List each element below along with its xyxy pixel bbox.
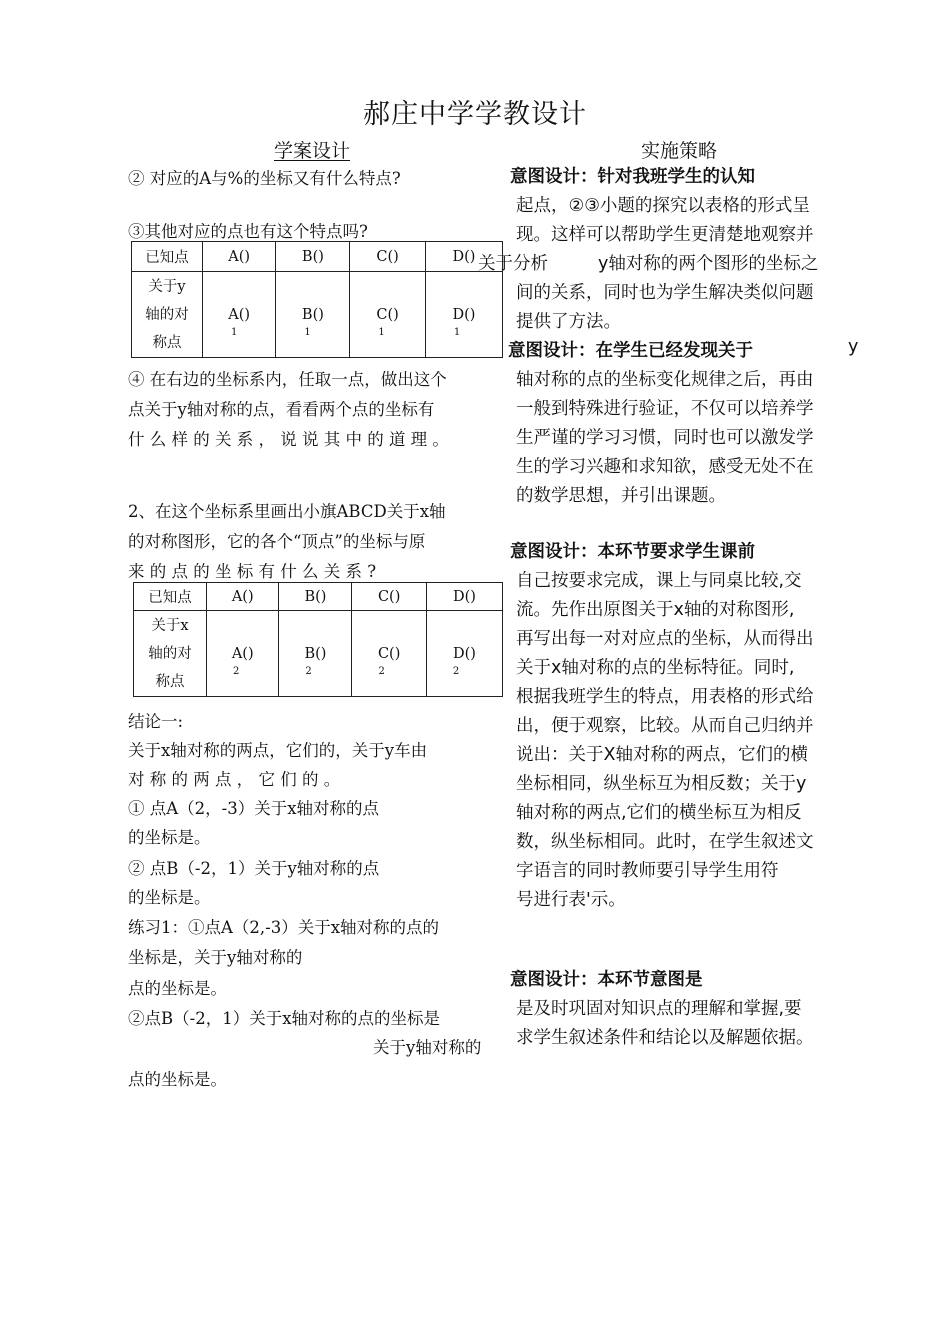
table-cell: C() 1 bbox=[350, 272, 425, 358]
problem-2-line-1: 2、在这个坐标系里画出小旗ABCD关于x轴 bbox=[128, 502, 446, 521]
table-header-known: 已知点 bbox=[134, 583, 207, 611]
practice-line-4: ②点B（-2，1）关于x轴对称的点的坐标是 bbox=[128, 1009, 441, 1028]
table-cell: B() 1 bbox=[276, 272, 350, 358]
strategy-2-line-2: 轴对称的点的坐标变化规律之后，再由 bbox=[516, 370, 814, 390]
table-cell: A() bbox=[207, 583, 279, 611]
strategy-2-line-4: 生严谨的学习习惯，同时也可以激发学 bbox=[516, 428, 814, 448]
table-cell: D() 2 bbox=[426, 611, 502, 697]
strategy-1-line-4: y轴对称的两个图形的坐标之 bbox=[598, 254, 819, 274]
example-2-line-2: 的坐标是。 bbox=[128, 888, 211, 907]
strategy-3-line-8: 说出：关于X轴对称的两点，它们的横 bbox=[516, 745, 808, 765]
table-cell: B() 2 bbox=[279, 611, 352, 697]
conclusion-line-2: 对 称 的 两 点 ， 它 们 的 。 bbox=[128, 770, 341, 789]
strategy-3-line-10: 轴对称的两点,它们的横坐标互为相反 bbox=[516, 803, 802, 823]
strategy-1-line-1: 意图设计：针对我班学生的认知 bbox=[510, 167, 755, 187]
left-column-header: 学案设计 bbox=[274, 140, 351, 162]
strategy-3-line-2: 自己按要求完成，课上与同桌比较,交 bbox=[516, 571, 802, 591]
strategy-3-line-4: 再写出每一对对应点的坐标，从而得出 bbox=[516, 629, 814, 649]
strategy-1-line-3: 现。这样可以帮助学生更清楚地观察并 bbox=[516, 225, 814, 245]
strategy-1-line-5: 间的关系，同时也为学生解决类似问题 bbox=[516, 283, 814, 303]
table-cell: B() bbox=[276, 242, 350, 272]
right-column-header: 实施策略 bbox=[641, 140, 718, 162]
example-1-line-2: 的坐标是。 bbox=[128, 828, 211, 847]
table-cell: D() bbox=[426, 583, 502, 611]
table-symmetric-x bbox=[133, 582, 503, 697]
strategy-2-line-1: 意图设计：在学生已经发现关于 bbox=[508, 341, 753, 361]
strategy-2-line-5: 生的学习兴趣和求知欲，感受无处不在 bbox=[516, 457, 814, 477]
practice-line-3: 点的坐标是。 bbox=[128, 979, 227, 998]
page-title: 郝庄中学学教设计 bbox=[363, 99, 587, 130]
conclusion-line-1: 关于x轴对称的两点，它们的，关于y车由 bbox=[128, 741, 428, 760]
strategy-3-line-11: 数，纵坐标相同。此时，在学生叙述文 bbox=[516, 832, 814, 852]
strategy-4-line-1: 意图设计：本环节意图是 bbox=[510, 970, 703, 990]
strategy-3-line-5: 关于x轴对称的点的坐标特征。同时, bbox=[516, 658, 795, 678]
strategy-3-line-3: 流。先作出原图关于x轴的对称图形, bbox=[516, 600, 795, 620]
strategy-3-line-7: 出，便于观察，比较。从而自己归纳并 bbox=[516, 716, 814, 736]
problem-2-line-2: 的对称图形，它的各个“顶点”的坐标与原 bbox=[128, 532, 426, 551]
table-header-known: 已知点 bbox=[132, 242, 203, 272]
strategy-3-line-13: 号进行表'示。 bbox=[516, 890, 626, 910]
strategy-1-line-6: 提供了方法。 bbox=[516, 312, 621, 332]
problem-2-line-3: 来 的 点 的 坐 标 有 什 么 关 系 ? bbox=[128, 562, 377, 581]
question-3: ③其他对应的点也有这个特点吗? bbox=[128, 222, 368, 241]
example-1-line-1: ① 点A（2，-3）关于x轴对称的点 bbox=[128, 799, 380, 818]
practice-line-1: 练习1：①点A（2,-3）关于x轴对称的点的 bbox=[128, 918, 440, 937]
table-cell: C() bbox=[350, 242, 425, 272]
strategy-3-line-9: 坐标相同，纵坐标互为相反数；关于y bbox=[516, 774, 807, 794]
strategy-3-line-1: 意图设计：本环节要求学生课前 bbox=[510, 542, 755, 562]
question-2: ② 对应的A与%的坐标又有什么特点? bbox=[128, 169, 401, 188]
table-cell: B() bbox=[279, 583, 352, 611]
table-header-symmetric: 关于y 轴的对 称点 bbox=[132, 272, 203, 358]
strategy-4-line-2: 是及时巩固对知识点的理解和掌握,要 bbox=[516, 999, 802, 1019]
practice-line-5: 关于y轴对称的 bbox=[373, 1038, 482, 1057]
example-2-line-1: ② 点B（-2，1）关于y轴对称的点 bbox=[128, 859, 380, 878]
strategy-2-line-3: 一般到特殊进行验证，不仅可以培养学 bbox=[516, 399, 814, 419]
conclusion-heading: 结论一: bbox=[128, 712, 184, 731]
practice-line-6: 点的坐标是。 bbox=[128, 1070, 227, 1089]
table-cell: C() 2 bbox=[352, 611, 426, 697]
table-cell: D() bbox=[425, 242, 502, 272]
strategy-3-line-6: 根据我班学生的特点，用表格的形式给 bbox=[516, 687, 814, 707]
question-4-line-3: 什 么 样 的 关 系 ， 说 说 其 中 的 道 理 。 bbox=[128, 430, 449, 449]
table-cell: A() 2 bbox=[207, 611, 279, 697]
strategy-1-line-2: 起点，②③小题的探究以表格的形式呈 bbox=[516, 196, 810, 216]
practice-line-2: 坐标是，关于y轴对称的 bbox=[128, 948, 303, 967]
table-cell: C() bbox=[352, 583, 426, 611]
table-header-symmetric: 关于x 轴的对 称点 bbox=[134, 611, 207, 697]
table-cell: D() 1 bbox=[425, 272, 502, 358]
strategy-1-overlap: 关于分析 bbox=[478, 254, 548, 274]
question-4-line-1: ④ 在右边的坐标系内，任取一点，做出这个 bbox=[128, 370, 447, 389]
strategy-2-line-6: 的数学思想，并引出课题。 bbox=[516, 486, 726, 506]
table-cell: A() bbox=[203, 242, 276, 272]
strategy-2-y: y bbox=[848, 337, 859, 357]
table-cell: A() 1 bbox=[203, 272, 276, 358]
strategy-4-line-3: 求学生叙述条件和结论以及解题依据。 bbox=[516, 1028, 814, 1048]
table-symmetric-y bbox=[131, 241, 503, 358]
strategy-3-line-12: 字语言的同时教师要引导学生用符 bbox=[516, 861, 779, 881]
question-4-line-2: 点关于y轴对称的点，看看两个点的坐标有 bbox=[128, 400, 435, 419]
